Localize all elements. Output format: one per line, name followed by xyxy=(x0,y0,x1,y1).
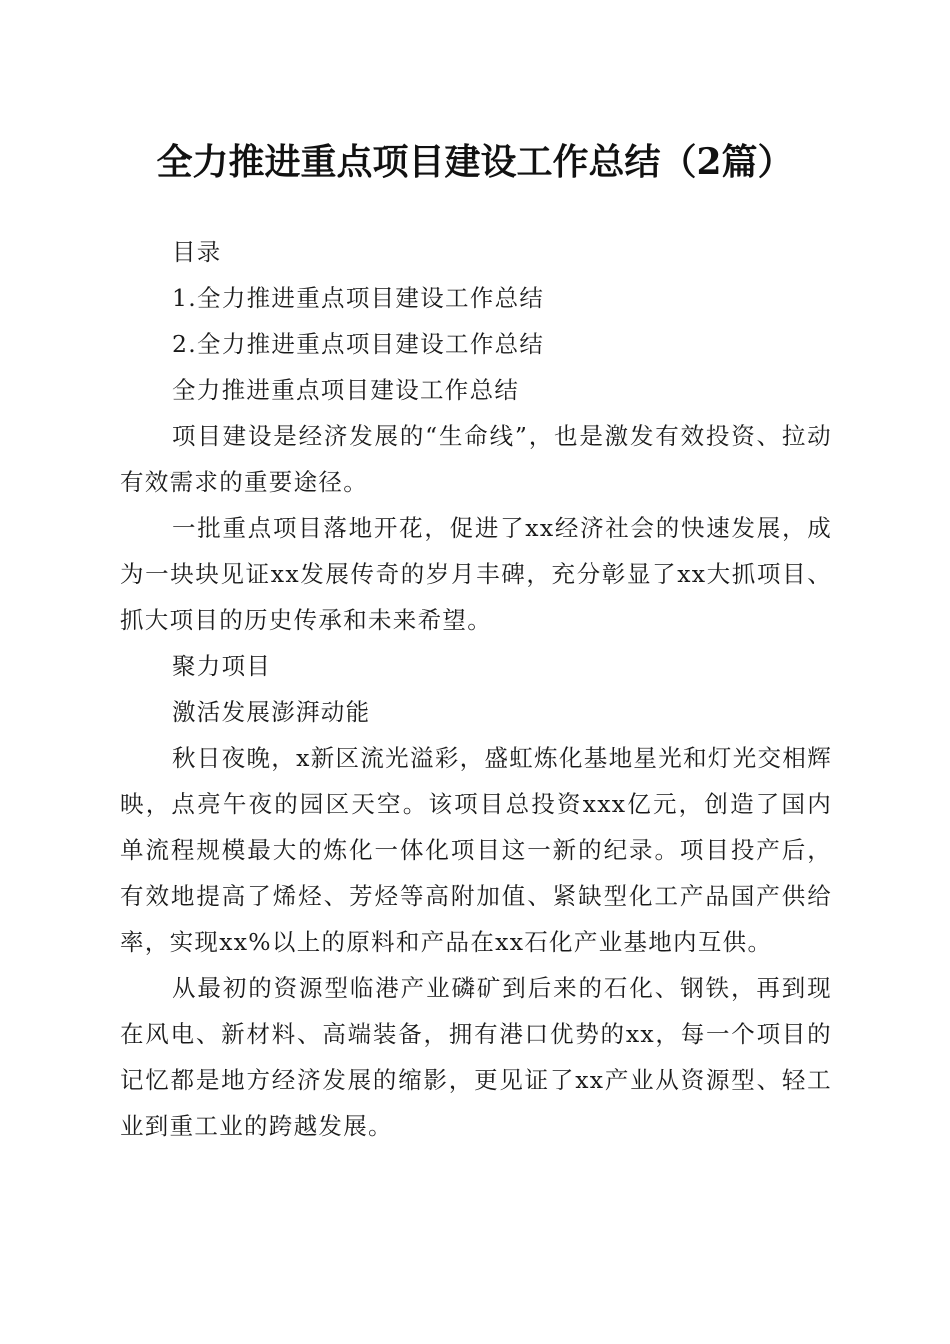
paragraph: 项目建设是经济发展的“生命线”，也是激发有效投资、拉动有效需求的重要途径。 xyxy=(120,422,832,496)
paragraph: 一批重点项目落地开花，促进了xx经济社会的快速发展，成为一块块见证xx发展传奇的岁月丰碑，充分彰显了xx大抓项目、抓大项目的历史传承和未来希望。 xyxy=(120,514,832,634)
paragraph: 从最初的资源型临港产业磷矿到后来的石化、钢铁，再到现在风电、新材料、高端装备，拥有港口优势的xx，每一个项目的记忆都是地方经济发展的缩影，更见证了xx产业从资源型、轻工业到重工业的跨越发展。 xyxy=(120,974,832,1140)
article-title: 全力推进重点项目建设工作总结 xyxy=(172,376,520,404)
paragraph: 秋日夜晚，x新区流光溢彩，盛虹炼化基地星光和灯光交相辉映，点亮午夜的园区天空。该项目总投资xxx亿元，创造了国内单流程规模最大的炼化一体化项目这一新的纪录。项目投产后，有效地提高了烯烃、芳烃等高附加值、紧缺型化工产品国产供给率，实现xx%以上的原料和产品在xx石化产业基地内互供。 xyxy=(120,744,832,956)
toc-item: 2.全力推进重点项目建设工作总结 xyxy=(172,330,545,358)
toc-item: 1.全力推进重点项目建设工作总结 xyxy=(172,284,545,312)
document-title: 全力推进重点项目建设工作总结（2篇） xyxy=(156,141,794,183)
section-heading: 聚力项目 xyxy=(172,652,272,680)
toc-heading: 目录 xyxy=(172,238,222,266)
section-subheading: 激活发展澎湃动能 xyxy=(172,698,371,726)
document-body xyxy=(120,229,832,1149)
